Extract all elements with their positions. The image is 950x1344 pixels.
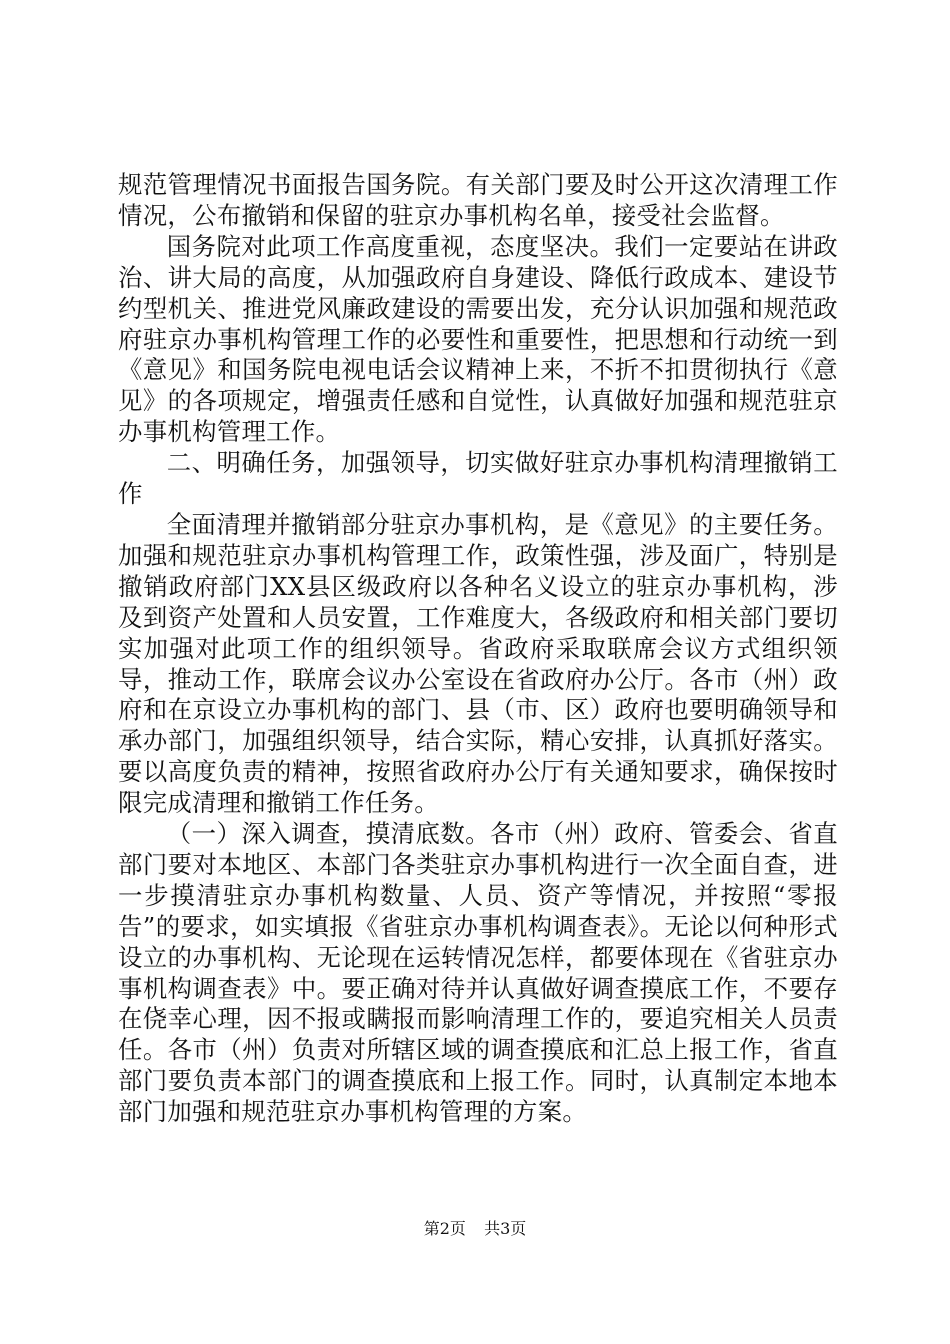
page-footer: [0, 1216, 950, 1239]
page-number: 第2页: [423, 1219, 466, 1238]
page-total: 共3页: [484, 1219, 527, 1238]
document-body: [118, 170, 838, 1128]
paragraph-investigation: （一）深入调查，摸清底数。各市（州）政府、管委会、省直部门要对本地区、本部门各类驻京办事机构进行一次全面自查，进一步摸清驻京办事机构数量、人员、资产等情况，并按照“零报告”的要求，如实填报《省驻京办事机构调查表》。无论以何种形式设立的办事机构、无论现在运转情况怎样，都要体现在《省驻京办事机构调查表》中。要正确对待并认真做好调查摸底工作，不要存在侥幸心理，因不报或瞒报而影响清理工作的，要追究相关人员责任。各市（州）负责对所辖区域的调查摸底和汇总上报工作，省直部门要负责本部门的调查摸底和上报工作。同时，认真制定本地本部门加强和规范驻京办事机构管理的方案。: [118, 819, 838, 1127]
paragraph-importance: 国务院对此项工作高度重视，态度坚决。我们一定要站在讲政治、讲大局的高度，从加强政府自身建设、降低行政成本、建设节约型机关、推进党风廉政建设的需要出发，充分认识加强和规范政府驻京办事机构管理工作的必要性和重要性，把思想和行动统一到《意见》和国务院电视电话会议精神上来，不折不扣贯彻执行《意见》的各项规定，增强责任感和自觉性，认真做好加强和规范驻京办事机构管理工作。: [118, 231, 838, 447]
paragraph-tasks: 全面清理并撤销部分驻京办事机构，是《意见》的主要任务。加强和规范驻京办事机构管理工作，政策性强，涉及面广，特别是撤销政府部门XX县区级政府以各种名义设立的驻京办事机构，涉及到资产处置和人员安置，工作难度大，各级政府和相关部门要切实加强对此项工作的组织领导。省政府采取联席会议方式组织领导，推动工作，联席会议办公室设在省政府办公厅。各市（州）政府和在京设立办事机构的部门、县（市、区）政府也要明确领导和承办部门，加强组织领导，结合实际，精心安排，认真抓好落实。要以高度负责的精神，按照省政府办公厅有关通知要求，确保按时限完成清理和撤销工作任务。: [118, 509, 838, 818]
paragraph-continuation: 规范管理情况书面报告国务院。有关部门要及时公开这次清理工作情况，公布撤销和保留的驻京办事机构名单，接受社会监督。: [118, 170, 838, 230]
section-heading-two: 二、明确任务，加强领导，切实做好驻京办事机构清理撤销工作: [118, 448, 838, 509]
